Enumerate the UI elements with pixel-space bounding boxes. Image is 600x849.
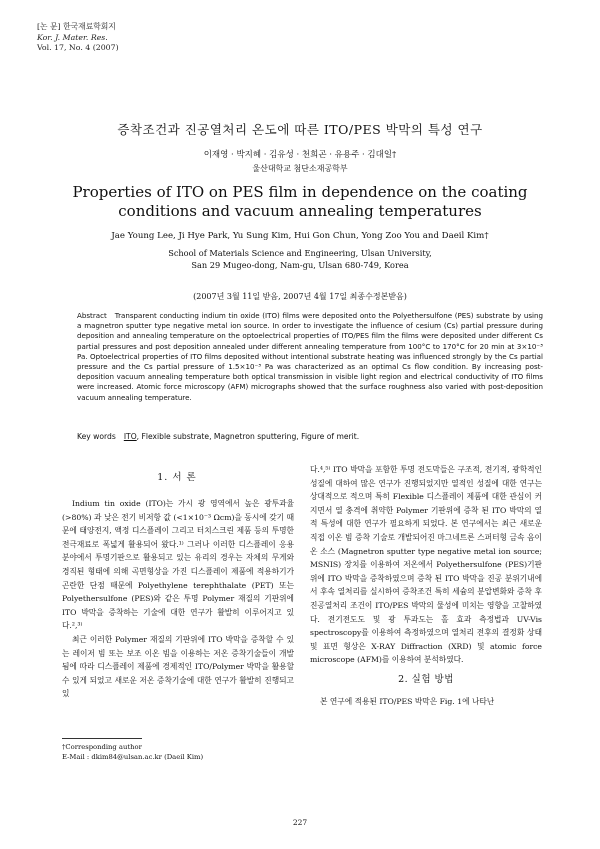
english-title: Properties of ITO on PES film in dependence on the coating conditions and vacuum annealing temperatures <box>72 183 528 220</box>
intro-paragraph-1: Indium tin oxide (ITO)는 가시 광 영역에서 높은 광투과율 (>80%) 과 낮은 전기 비저항 값 (<1×10⁻³ Ωcm)을 동시에 갖기 때문에 태양전지, 액정 디스플레이 그리고 터치스크린 제품 등의 투명한 전극재료로 폭넓게 활용되어 왔다.¹⁾ 그러나 이러한 디스플레이 응용 분야에서 투명기판으로 활용되고 있는 유리의 경우는 자체의 무게와 경직된 형태에 의해 곡면형상을 가진 디스플레이 제품에 적용하기가 곤란한 단점 때문에 Polyethylene terephthalate (PET) 또는 Polyethersulfone (PES)와 같은 투명 Polymer 재질의 기판위에 ITO 박막을 증착하는 기술에 대한 연구가 활발히 이루어지고 있다.²,³⁾ <box>62 499 294 631</box>
received-dates: (2007년 3월 11일 받음, 2007년 4월 17일 최종수정본받음) <box>193 292 407 301</box>
keywords-label: Key words <box>77 432 116 441</box>
abstract <box>77 311 543 403</box>
right-column <box>310 463 542 708</box>
english-affiliation <box>0 247 600 271</box>
journal-name: Kor. J. Mater. Res. <box>37 32 108 42</box>
keyword-ito: ITO <box>123 432 137 441</box>
page-number: 227 <box>292 818 308 827</box>
footnote-divider <box>62 738 142 739</box>
left-column <box>62 497 294 701</box>
korean-authors: 이재영 · 박지혜 · 김유성 · 천희곤 · 유용주 · 김대일† <box>203 150 397 160</box>
keywords <box>77 432 543 441</box>
keywords-rest: , Flexible substrate, Magnetron sputtering, Figure of merit. <box>136 432 360 441</box>
intro-paragraph-2: 최근 이러한 Polymer 재질의 기판위에 ITO 박막을 증착할 수 있는 레이저 빔 또는 보조 이온 빔을 이용하는 저온 증착기술들이 개발됨에 따라 디스플레이 제품에 경제적인 ITO/Polymer 박막을 활용할 수 있게 되었고 새로운 저온 증착기술에 대한 연구가 활발히 진행되고 있 <box>62 634 294 699</box>
footnote-corresponding: †Corresponding author <box>62 743 142 751</box>
footnote <box>62 742 203 762</box>
english-authors: Jae Young Lee, Ji Hye Park, Yu Sung Kim, Hui Gon Chun, Yong Zoo You and Daeil Kim† <box>111 231 489 241</box>
korean-title: 증착조건과 진공열처리 온도에 따른 ITO/PES 박막의 특성 연구 <box>117 122 483 137</box>
intro-paragraph-3: 다.⁴,⁵⁾ ITO 박막을 포함한 투명 전도막들은 구조적, 전기적, 광학적인 성질에 대하여 많은 연구가 진행되었지만 열적인 성질에 대한 연구는 상대적으로 적으며 특히 Flexible 디스플레이 제품에 대한 관심이 커지면서 열 충격에 취약한 Polymer 기판위에 증착 된 ITO 박막의 열적 특성에 대한 연구가 필요하게 되었다. 본 연구에서는 최근 새로운 직접 이온 빔 증착 기술로 개발되어진 마그네트론 스퍼터형 금속 음이온 소스 (Magnetron sputter type negative metal ion source; MSNIS) 장치를 이용하여 저온에서 Polyethersulfone (PES)기판위에 ITO 박막을 증착하였으며 증착 된 ITO 박막을 진공 분위기내에서 후속 열처리를 실시하여 증착조건 특히 세슘의 분압변화와 증착 후 진공열처리 조건이 ITO/PES 박막의 물성에 미치는 영향을 고찰하였다. 전기전도도 및 광 투과도는 홀 효과 측정법과 UV-Vis spectroscopy를 이용하여 측정하였으며 열처리 전후의 결정화 상태 및 표면 형상은 X-RAY Diffraction (XRD) 및 atomic force microscope (AFM)를 이용하여 분석하였다. <box>310 465 542 665</box>
affiliation-line-2: San 29 Mugeo-dong, Nam-gu, Ulsan 680-749, Korea <box>191 260 409 270</box>
journal-volume: Vol. 17, No. 4 (2007) <box>37 43 119 52</box>
journal-category: [논 문] 한국재료학회지 <box>37 22 116 31</box>
method-paragraph-1: 본 연구에 적용된 ITO/PES 박막은 Fig. 1에 나타난 <box>320 696 495 706</box>
footnote-email: E-Mail : dkim84@ulsan.ac.kr (Daeil Kim) <box>62 753 204 761</box>
korean-affiliation: 울산대학교 첨단소재공학부 <box>252 164 348 173</box>
abstract-text: Transparent conducting indium tin oxide (ITO) films were deposited onto the Polyethersulfone (PES) substrate by using a magnetron sputter type negative metal ion source. In order to investigate the influence of cesium (Cs) partial pressure during deposition and annealing temperature on the optoelectrical properties of ITO/PES film the films were deposited under different Cs partial pressures and post deposition annealed under different annealing temperature from 100°C to 170°C for 20 min at 3×10⁻³ Pa. Optoelectrical properties of ITO films deposited without intentional substrate heating was influenced strongly by the Cs partial pressure and the Cs partial pressure of 1.5×10⁻³ Pa was characterized as an optimal Cs flow condition. By increasing post-deposition vacuum annealing temperature both optical transmission in visible light region and electrical conductivity of ITO films were increased. Atomic force microscopy (AFM) micrographs showed that the surface roughness also varied with post-deposition vacuum annealing temperature. <box>77 311 543 402</box>
abstract-label: Abstract <box>77 311 107 320</box>
section-1-heading: 1. 서 론 <box>157 472 197 483</box>
section-2-heading: 2. 실험 방법 <box>398 673 454 685</box>
journal-header <box>37 22 119 54</box>
affiliation-line-1: School of Materials Science and Engineering, Ulsan University, <box>168 248 432 258</box>
